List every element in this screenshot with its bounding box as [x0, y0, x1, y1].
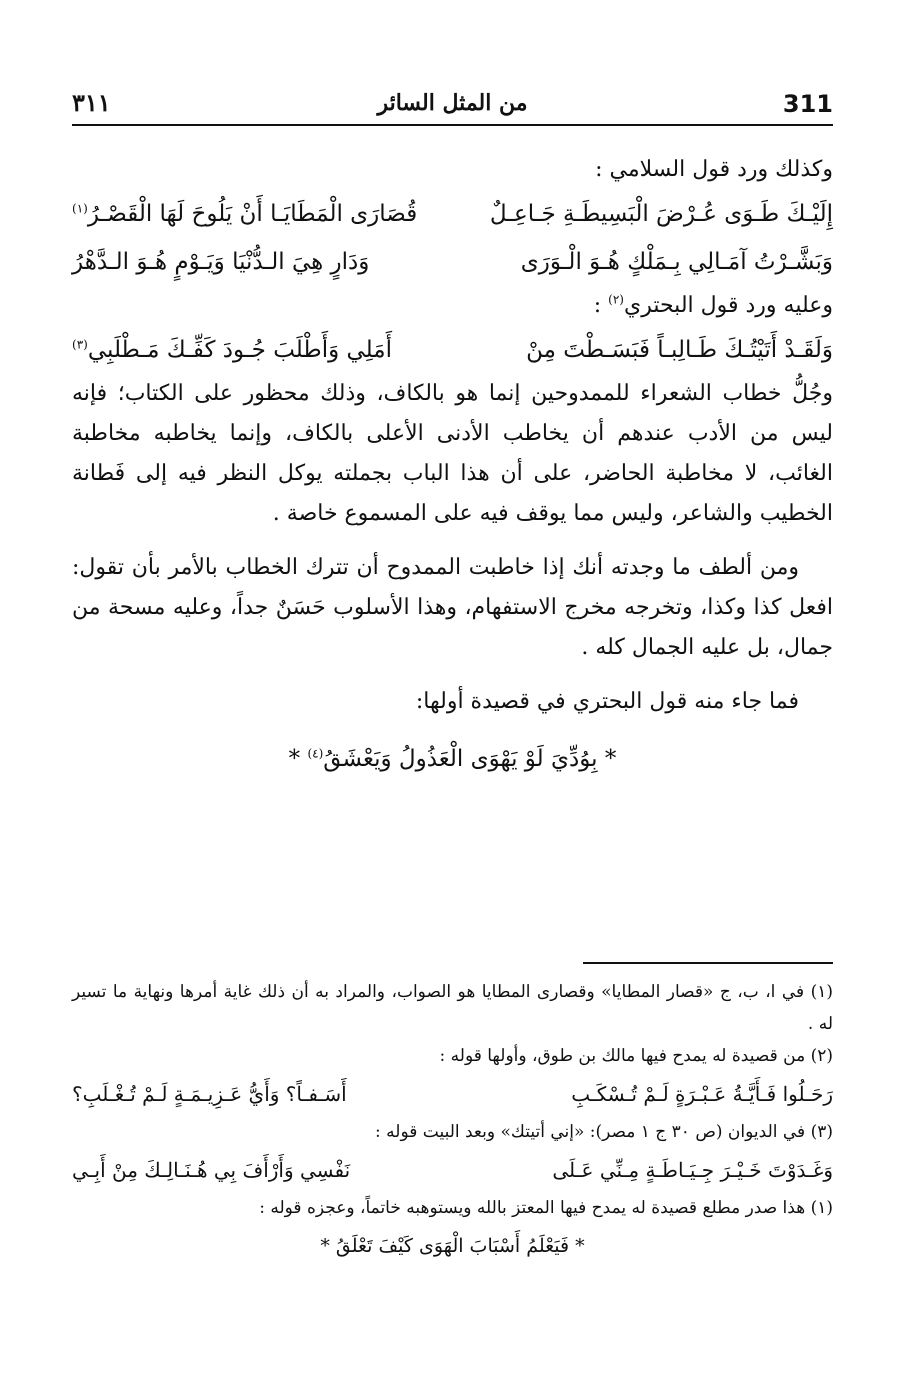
verse-3-second-hemistich: [72, 326, 392, 374]
page-number-arabic: ٣١١: [72, 88, 111, 117]
footnote-marker-4: (٤): [307, 746, 324, 761]
verse-2-first-hemistich: وَبَشَّـرْتُ آمَـالِي بِـمَلْكٍ هُـوَ الْـوَرَى: [520, 249, 833, 275]
intro-buhturi: [72, 286, 833, 326]
footnote-marker-3: (٣): [72, 337, 88, 352]
verse-3-first-hemistich: وَلَقَـدْ أَتَيْتُـكَ طَـالِبـاً فَبَسَـطْتَ مِنْ: [526, 337, 833, 363]
verse-2-second-hemistich: وَدَارٍ هِيَ الـدُّنْيَا وَيَـوْمٍ هُـوَ الـدَّهْرُ: [72, 249, 370, 275]
footnote-4-verse: * فَيَعْلَمُ أَسْبَابَ الْهَوَى كَيْفَ تَعْلَقُ *: [320, 1235, 585, 1257]
verse-3-second-text: أَمَلِي وَأَطْلَبَ جُـودَ كَفِّـكَ مَـطْلَبِي: [87, 337, 393, 363]
footnote-2-verse-second: أَسَـفـاً؟ وَأَيُّ عَـزِيـمَـةٍ لَـمْ تُـغْـلَبِ؟: [72, 1082, 347, 1106]
footnote-1: (١) في ا، ب، ج «قصار المطايا» وقصارى المطايا هو الصواب، والمراد به أن ذلك غاية أمرها ونهاية ما تسير له .: [72, 982, 833, 1034]
footnote-4: (١) هذا صدر مطلع قصيدة له يمدح فيها المعتز بالله ويستوهبه خاتماً، وعجزه قوله :: [259, 1198, 833, 1218]
footnote-separator: [583, 962, 833, 964]
paragraph-style: ومن ألطف ما وجدته أنك إذا خاطبت الممدوح أن تترك الخطاب بالأمر بأن تقول: افعل كذا وكذا، وتخرجه مخرج الاستفهام، وهذا الأسلوب حَسَنٌ جداً، وعليه مسحة من جمال، بل عليه الجمال كله .: [72, 555, 833, 660]
paragraph-example: فما جاء منه قول البحتري في قصيدة أولها:: [415, 689, 799, 714]
verse-1-first-hemistich: إِلَيْـكَ طَـوَى عُـرْضَ الْبَسِيطَـةِ جَـاعِـلٌ: [489, 201, 833, 227]
page-number-latin: 311: [782, 90, 833, 118]
quoted-hemistich-text: * بِوُدِّيَ لَوْ يَهْوَى الْعَذُولُ وَيَعْشَقُ: [323, 746, 617, 772]
intro-buhturi-colon: :: [593, 293, 609, 318]
paragraph-address: وجُلُّ خطاب الشعراء للممدوحين إنما هو بالكاف، وذلك محظور على الكتاب؛ فإنه ليس من الأدب عندهم أن يخاطب الأدنى الأعلى بالكاف، وإنما يخاطبه مخاطبة الغائب، لا مخاطبة الحاضر، على أن هذا الباب بجملته يوكل النظر فيه إلى فَطانة الخطيب والشاعر، وليس مما يوقف فيه على المسموع خاصة .: [72, 381, 833, 526]
verse-1-second-hemistich: [72, 190, 417, 238]
footnotes: [72, 976, 833, 1268]
footnote-marker-2: (٢): [608, 292, 624, 307]
footnote-3-verse-first: وَغَـدَوْتَ خَـيْـرَ جِـيَـاطَـةٍ مِـنِّي عَـلَى: [552, 1158, 833, 1182]
quoted-hemistich: [72, 736, 833, 782]
footnote-2: (٢) من قصيدة له يمدح فيها مالك بن طوق، وأولها قوله :: [439, 1046, 833, 1066]
page-header: [72, 84, 833, 126]
quoted-hemistich-end: *: [288, 746, 308, 772]
footnote-3: (٣) في الديوان (ص ٣٠ ج ١ مصر): «إني أتيتك» وبعد البيت قوله :: [375, 1122, 833, 1142]
intro-salami: وكذلك ورد قول السلامي :: [595, 157, 833, 182]
verse-2: [72, 238, 833, 286]
footnote-3-verse-second: نَفْسِي وَأَرْأَفَ بِي هُـنَـالِـكَ مِنْ أَبِـي: [72, 1158, 351, 1182]
verse-3: [72, 326, 833, 374]
footnote-2-verse: [72, 1072, 833, 1116]
running-title: من المثل السائر: [377, 90, 528, 116]
intro-buhturi-text: وعليه ورد قول البحتري: [623, 293, 833, 318]
footnote-2-verse-first: رَحَـلُوا فَـأَيَّـةُ عَـبْـرَةٍ لَـمْ تُـسْكَـبِ: [571, 1082, 833, 1106]
verse-1: [72, 190, 833, 238]
footnote-3-verse: [72, 1148, 833, 1192]
footnote-marker-1: (١): [72, 201, 88, 216]
verse-1-second-text: قُصَارَى الْمَطَايَـا أَنْ يَلُوحَ لَهَا الْقَصْـرُ: [87, 201, 418, 227]
main-text: [72, 148, 833, 782]
